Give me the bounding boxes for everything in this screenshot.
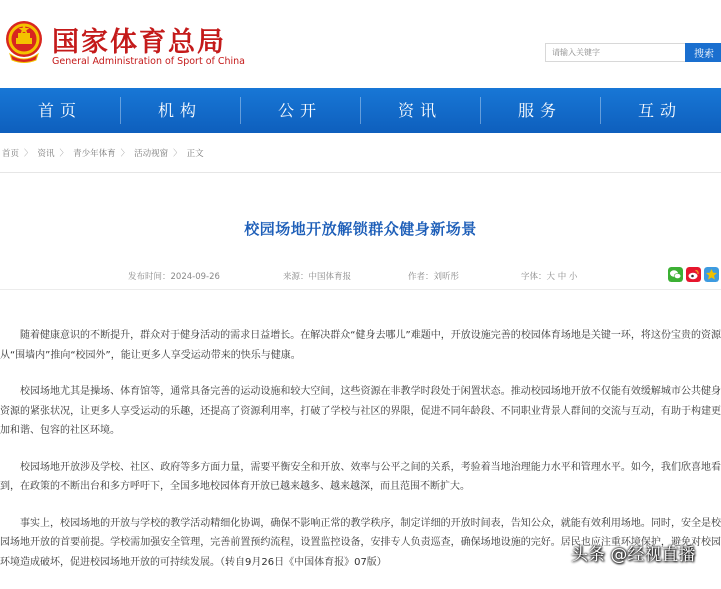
- meta-divider: [0, 289, 721, 290]
- search-button[interactable]: 搜索: [685, 43, 721, 62]
- article-paragraph: 校园场地开放涉及学校、社区、政府等多方面力量，需要平衡安全和开放、效率与公平之间的关系，考验着当地治理能力水平和管理水平。如今，我们欣喜地看到，在政策的不断出台和多方呼吁下，全国多地校园体育开放已越来越多、越来越深，而且范围不断扩大。: [0, 461, 721, 492]
- breadcrumb-news[interactable]: 资讯: [37, 149, 55, 159]
- site-header: [0, 0, 721, 88]
- national-emblem-icon: [4, 18, 44, 64]
- search-input[interactable]: [545, 43, 685, 62]
- article-paragraph: 校园场地尤其是操场、体育馆等，通常具备完善的运动设施和较大空间，这些资源在非教学时段处于闲置状态。推动校园场地开放不仅能有效缓解城市公共健身资源的紧张状况，让更多人享受运动的乐趣，还提高了资源利用率，打破了学校与社区的界限，促进不同年龄段、不同职业背景人群间的交流与互动，有助于构建更加和谐、包容的社区环境。: [0, 386, 721, 436]
- nav-item-institutions[interactable]: 机构: [120, 88, 240, 133]
- main-nav: [0, 88, 721, 133]
- article-title: 校园场地开放解锁群众健身新场景: [244, 220, 477, 238]
- breadcrumb-separator: 〉: [24, 149, 33, 159]
- nav-item-news[interactable]: 资讯: [360, 88, 480, 133]
- breadcrumb-separator: 〉: [173, 149, 182, 159]
- watermark: 头条 @经视直播: [571, 545, 696, 565]
- article-paragraph: 事实上，校园场地的开放与学校的教学活动精细化协调，确保不影响正常的教学秩序，制定详细的开放时间表，告知公众，就能有效利用场地。同时，安全是校园场地开放的首要前提。学校需加强安全管理，完善前置预约流程，设置监控设备，安排专人负责巡查，确保场地设施的完好。居民也应注重环境保护，避免对校园环境造成破坏，促进校园场地开放的可持续发展。（转自9月26日《中国体育报》07版）: [0, 517, 721, 568]
- nav-item-public[interactable]: 公开: [240, 88, 360, 133]
- publish-time: 发布时间：2024-09-26: [128, 272, 220, 282]
- nav-item-services[interactable]: 服务: [480, 88, 600, 133]
- breadcrumb-youth-sports[interactable]: 青少年体育: [73, 149, 116, 159]
- article-paragraph: 随着健康意识的不断提升，群众对于健身活动的需求日益增长。在解决群众“健身去哪儿”难题中，开放设施完善的校园体育场地是关键一环，将这份宝贵的资源从“围墙内”推向“校园外”，能让更多人享受运动带来的快乐与健康。: [0, 330, 721, 361]
- favorite-icon[interactable]: [704, 267, 719, 282]
- wechat-icon[interactable]: [668, 267, 683, 282]
- font-size-switcher[interactable]: 字体：大 中 小: [521, 272, 578, 282]
- breadcrumb-separator: 〉: [59, 149, 69, 159]
- weibo-icon[interactable]: [686, 267, 701, 282]
- breadcrumb-home[interactable]: 首页: [2, 149, 20, 159]
- breadcrumb-separator: 〉: [120, 149, 130, 159]
- nav-item-interaction[interactable]: 互动: [600, 88, 720, 133]
- breadcrumb-divider: [0, 172, 721, 173]
- nav-item-home[interactable]: 首页: [37, 101, 82, 120]
- article-source: 来源：中国体育报: [283, 272, 352, 282]
- breadcrumb-current: 正文: [186, 149, 204, 159]
- breadcrumb-activities[interactable]: 活动视窗: [134, 149, 169, 159]
- logo-title-en: General Administration of Sport of China: [52, 56, 246, 67]
- logo-title-cn[interactable]: 国家体育总局: [52, 27, 226, 58]
- breadcrumb: [2, 147, 204, 159]
- article-author: 作者：刘昕彤: [408, 272, 460, 282]
